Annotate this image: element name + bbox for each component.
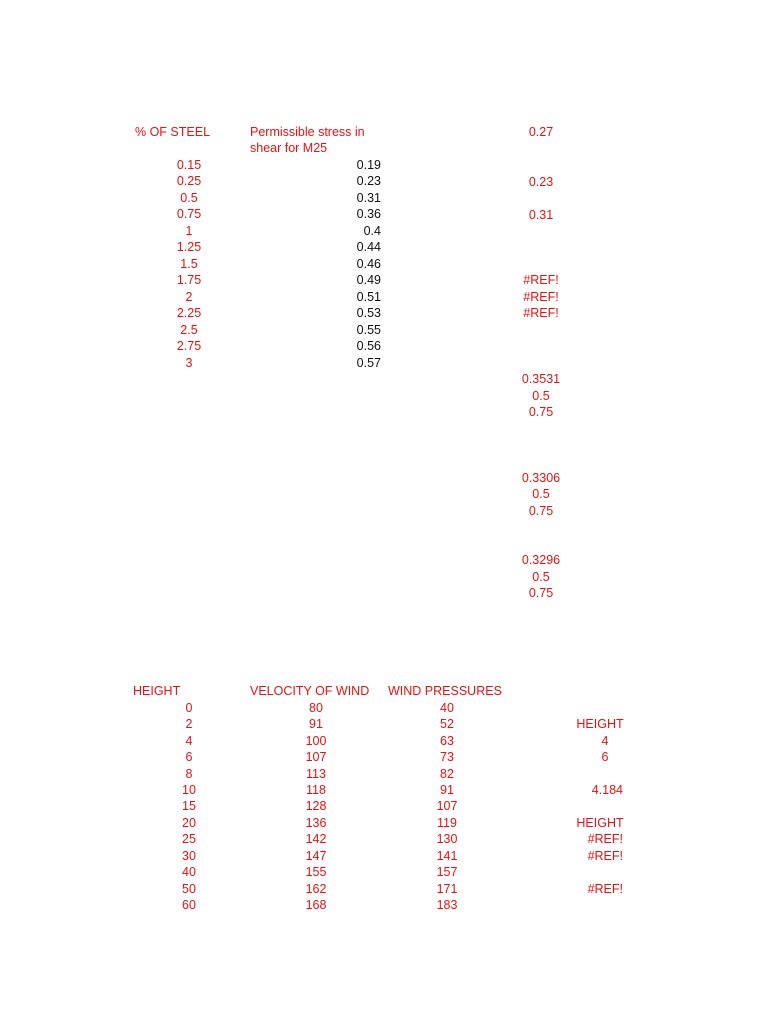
calc-ref-cell: #REF!	[523, 290, 559, 304]
wind-pressure-cell: 82	[440, 767, 454, 781]
wind-side-height-label: HEIGHT	[576, 717, 624, 731]
steel-stress-cell: 0.4	[363, 224, 381, 238]
steel-stress-cell: 0.53	[356, 306, 381, 320]
calc-cell: 0.5	[532, 570, 550, 584]
steel-pct-cell: 2.25	[176, 306, 202, 320]
wind-height-cell: 10	[182, 783, 196, 797]
steel-pct-cell: 0.75	[176, 207, 202, 221]
wind-pressure-header: WIND PRESSURES	[388, 684, 502, 698]
calc-cell: 0.3306	[521, 471, 561, 485]
wind-height-cell: 0	[185, 701, 193, 715]
wind-side-height-label: HEIGHT	[576, 816, 624, 830]
wind-velocity-cell: 118	[306, 783, 326, 797]
steel-pct-cell: 0.5	[180, 191, 198, 205]
steel-pct-cell: 0.25	[176, 174, 202, 188]
wind-velocity-cell: 100	[305, 734, 327, 748]
wind-velocity-cell: 142	[305, 832, 327, 846]
wind-height-cell: 8	[185, 767, 193, 781]
wind-pressure-cell: 141	[436, 849, 458, 863]
steel-stress-cell: 0.31	[356, 191, 381, 205]
wind-pressure-cell: 171	[436, 882, 458, 896]
calc-cell: 0.23	[528, 175, 554, 189]
steel-stress-cell: 0.55	[356, 323, 381, 337]
wind-pressure-cell: 63	[440, 734, 454, 748]
calc-ref-cell: #REF!	[523, 306, 559, 320]
wind-side-interp-cell: 4.184	[591, 783, 623, 797]
steel-pct-cell: 2	[185, 290, 193, 304]
steel-pct-cell: 0.15	[176, 158, 202, 172]
steel-pct-cell: 1.25	[176, 240, 202, 254]
calc-cell: 0.31	[528, 208, 554, 222]
wind-height-cell: 15	[182, 799, 196, 813]
wind-pressure-cell: 52	[440, 717, 454, 731]
steel-stress-cell: 0.19	[356, 158, 381, 172]
wind-height-cell: 20	[182, 816, 196, 830]
wind-velocity-header: VELOCITY OF WIND	[250, 684, 370, 698]
steel-pct-cell: 1.5	[180, 257, 198, 271]
steel-stress-cell: 0.44	[356, 240, 381, 254]
wind-velocity-cell: 147	[305, 849, 327, 863]
wind-velocity-cell: 136	[305, 816, 327, 830]
steel-stress-cell: 0.49	[356, 273, 381, 287]
wind-pressure-cell: 130	[436, 832, 458, 846]
wind-velocity-cell: 168	[305, 898, 327, 912]
steel-pct-cell: 1.75	[176, 273, 202, 287]
wind-velocity-cell: 155	[305, 865, 327, 879]
calc-cell: 0.5	[532, 487, 550, 501]
wind-height-cell: 50	[182, 882, 196, 896]
steel-pct-cell: 1	[185, 224, 193, 238]
calc-cell: 0.3531	[521, 372, 561, 386]
wind-pressure-cell: 107	[436, 799, 458, 813]
wind-height-cell: 6	[185, 750, 193, 764]
calc-cell: 0.75	[528, 504, 554, 518]
wind-pressure-cell: 119	[437, 816, 457, 830]
wind-side-ref-cell: #REF!	[587, 832, 623, 846]
steel-stress-cell: 0.56	[356, 339, 381, 353]
wind-pressure-cell: 73	[440, 750, 454, 764]
calc-ref-cell: #REF!	[523, 273, 559, 287]
calc-cell: 0.75	[528, 586, 554, 600]
steel-stress-header-line2: shear for M25	[250, 141, 328, 155]
steel-stress-cell: 0.46	[356, 257, 381, 271]
wind-side-cell: 6	[601, 750, 609, 764]
wind-side-cell: 4	[601, 734, 609, 748]
wind-velocity-cell: 113	[306, 767, 326, 781]
wind-pressure-cell: 157	[436, 865, 458, 879]
wind-velocity-cell: 162	[305, 882, 327, 896]
wind-height-cell: 25	[182, 832, 196, 846]
wind-velocity-cell: 91	[309, 717, 323, 731]
steel-stress-cell: 0.36	[356, 207, 381, 221]
wind-velocity-cell: 80	[309, 701, 323, 715]
wind-height-header: HEIGHT	[133, 684, 181, 698]
wind-pressure-cell: 183	[436, 898, 458, 912]
wind-height-cell: 2	[185, 717, 193, 731]
steel-pct-cell: 3	[185, 356, 193, 370]
calc-cell: 0.3296	[521, 553, 561, 567]
wind-side-ref-cell: #REF!	[587, 882, 623, 896]
wind-velocity-cell: 107	[305, 750, 327, 764]
steel-pct-cell: 2.75	[176, 339, 202, 353]
calc-cell: 0.27	[528, 125, 554, 139]
wind-pressure-cell: 40	[440, 701, 454, 715]
wind-height-cell: 30	[182, 849, 196, 863]
wind-height-cell: 40	[182, 865, 196, 879]
steel-pct-header: % OF STEEL	[135, 125, 211, 139]
wind-height-cell: 4	[185, 734, 193, 748]
steel-stress-header-line1: Permissible stress in	[250, 125, 365, 139]
wind-side-ref-cell: #REF!	[587, 849, 623, 863]
calc-cell: 0.75	[528, 405, 554, 419]
steel-stress-cell: 0.23	[356, 174, 381, 188]
steel-pct-cell: 2.5	[180, 323, 198, 337]
steel-stress-cell: 0.57	[356, 356, 381, 370]
wind-pressure-cell: 91	[440, 783, 454, 797]
wind-height-cell: 60	[182, 898, 196, 912]
calc-cell: 0.5	[532, 389, 550, 403]
wind-velocity-cell: 128	[305, 799, 327, 813]
steel-stress-cell: 0.51	[356, 290, 381, 304]
